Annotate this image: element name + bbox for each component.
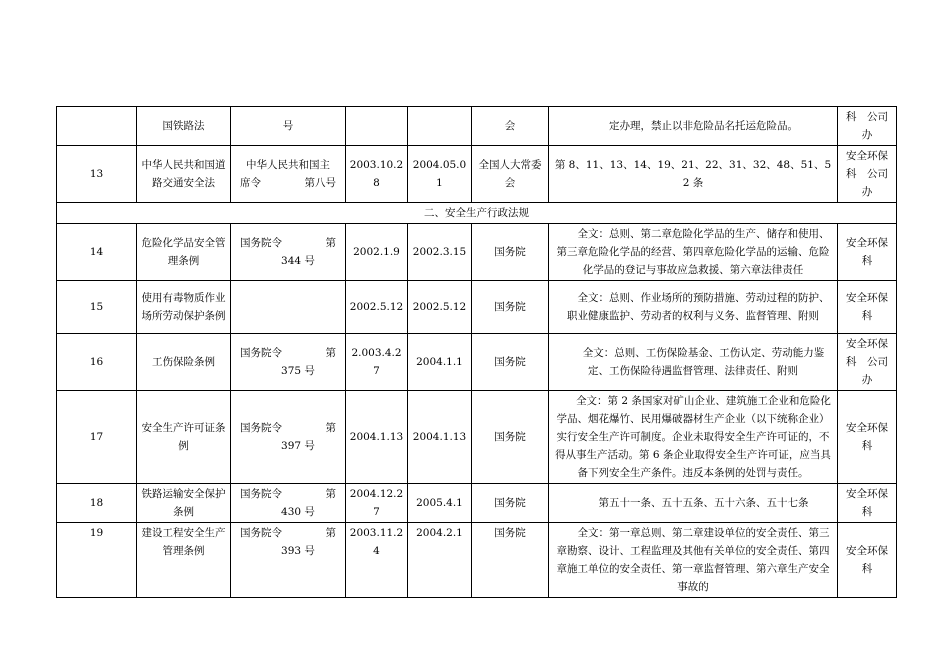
document-number [231, 224, 346, 281]
department-line: 办 [861, 129, 873, 141]
document-seq-prefix: 第 [325, 527, 336, 539]
responsible-department: 安全环保科 [838, 484, 897, 523]
applicable-content [549, 281, 838, 334]
regulation-name: 安全生产许可证条例 [137, 391, 231, 484]
issuing-authority: 国务院 [472, 523, 549, 598]
document-number-line: 375 号 [281, 365, 315, 377]
document-seq-prefix: 第 [325, 422, 336, 434]
responsible-department: 安全环保科 [838, 523, 897, 598]
issuing-authority: 会 [472, 107, 549, 146]
document-number-line: 397 号 [281, 440, 315, 452]
document-number-line [234, 344, 342, 362]
row-number: 18 [57, 484, 137, 523]
effective-date: 2002.5.12 [408, 281, 472, 334]
document-seq-prefix: 第 [325, 237, 336, 249]
responsible-department [838, 146, 897, 203]
row-number [57, 107, 137, 146]
row-number: 13 [57, 146, 137, 203]
table-row [57, 107, 897, 146]
document-number [231, 391, 346, 484]
effective-date [408, 107, 472, 146]
document-number-line: 344 号 [281, 255, 315, 267]
issue-date: 2002.1.9 [346, 224, 408, 281]
applicable-content [549, 391, 838, 484]
regulation-name: 国铁路法 [137, 107, 231, 146]
content-text: 第 8、11、13、14、19、21、22、31、32、48、51、52 条 [554, 159, 832, 189]
table-row [57, 391, 897, 484]
document-number-line [234, 485, 342, 503]
document-type: 席令 [240, 177, 261, 189]
issue-date: 2003.11.24 [346, 523, 408, 598]
effective-date: 2002.3.15 [408, 224, 472, 281]
applicable-content [549, 334, 838, 391]
row-number: 15 [57, 281, 137, 334]
responsible-department [838, 107, 897, 146]
department-line: 安全环保 [846, 338, 888, 350]
table-row [57, 281, 897, 334]
content-text: 全文：第一章总则、第二章建设单位的安全责任、第三章勘察、设计、工程监理及其他有关单位的安全责任、第四章施工单位的安全责任、第一章监督管理、第六章生产安全事故的 [556, 527, 830, 593]
issuing-authority: 国务院 [472, 334, 549, 391]
effective-date: 2005.4.1 [408, 484, 472, 523]
issue-date: 2003.10.28 [346, 146, 408, 203]
applicable-content [549, 224, 838, 281]
regulation-name: 中华人民共和国道路交通安全法 [137, 146, 231, 203]
row-number: 14 [57, 224, 137, 281]
issuing-authority: 国务院 [472, 281, 549, 334]
document-number [231, 523, 346, 598]
issue-date: 2004.1.13 [346, 391, 408, 484]
document-number-line: 430 号 [281, 506, 315, 518]
document-number [231, 334, 346, 391]
document-type: 国务院令 [240, 488, 282, 500]
document-number-line [234, 234, 342, 252]
row-number: 17 [57, 391, 137, 484]
regulations-table [56, 106, 897, 598]
department-line: 办 [861, 374, 873, 386]
regulation-name: 危险化学品安全管理条例 [137, 224, 231, 281]
content-text: 定办理，禁止以非危险品名托运危险品。 [609, 120, 798, 132]
issuing-authority: 全国人大常委会 [472, 146, 549, 203]
department-line: 科 公司 [846, 168, 888, 180]
applicable-content [549, 107, 838, 146]
row-number: 19 [57, 523, 137, 598]
effective-date: 2004.2.1 [408, 523, 472, 598]
regulation-name: 铁路运输安全保护条例 [137, 484, 231, 523]
applicable-content [549, 484, 838, 523]
document-number [231, 146, 346, 203]
section-header-row [57, 203, 897, 224]
document-number-line [234, 419, 342, 437]
applicable-content [549, 523, 838, 598]
document-seq-prefix: 第 [325, 347, 336, 359]
table-row [57, 334, 897, 391]
effective-date: 2004.1.13 [408, 391, 472, 484]
table-row [57, 484, 897, 523]
issuing-authority: 国务院 [472, 224, 549, 281]
issue-date: 2.003.4.27 [346, 334, 408, 391]
content-text: 全文：第 2 条国家对矿山企业、建筑施工企业和危险化学品、烟花爆竹、民用爆破器材生产企业（以下统称企业）实行安全生产许可制度。企业未取得安全生产许可证的，不得从事生产活动。第 6 条企业取得安全生产许可证，应当具备下列安全生产条件。违反本条例的处罚与责任。 [555, 395, 831, 479]
effective-date: 2004.1.1 [408, 334, 472, 391]
department-line: 安全环保 [846, 150, 888, 162]
applicable-content [549, 146, 838, 203]
document-seq: 第八号 [304, 177, 336, 189]
content-text: 全文：总则、作业场所的预防措施、劳动过程的防护、职业健康监护、劳动者的权利与义务、监督管理、附则 [567, 292, 830, 322]
document-type: 国务院令 [240, 237, 282, 249]
document-type: 国务院令 [240, 527, 282, 539]
issue-date: 2002.5.12 [346, 281, 408, 334]
responsible-department: 安全环保科 [838, 391, 897, 484]
document-number-line: 393 号 [281, 545, 315, 557]
section-title: 二、安全生产行政法规 [57, 203, 897, 224]
document-seq-prefix: 第 [325, 488, 336, 500]
regulation-name: 使用有毒物质作业场所劳动保护条例 [137, 281, 231, 334]
table-row [57, 146, 897, 203]
issue-date: 2004.12.27 [346, 484, 408, 523]
document-type: 国务院令 [240, 422, 282, 434]
issuing-authority: 国务院 [472, 484, 549, 523]
table-row [57, 224, 897, 281]
document-number-line: 中华人民共和国主 [246, 159, 330, 171]
document-number: 号 [231, 107, 346, 146]
regulation-name: 工伤保险条例 [137, 334, 231, 391]
row-number: 16 [57, 334, 137, 391]
issue-date [346, 107, 408, 146]
document-number [231, 484, 346, 523]
content-text: 全文：总则、工伤保险基金、工伤认定、劳动能力鉴定、工伤保险待遇监督管理、法律责任、附则 [582, 347, 825, 377]
document-type: 国务院令 [240, 347, 282, 359]
department-line: 科 公司 [846, 356, 888, 368]
department-line: 科 公司 [846, 111, 888, 123]
responsible-department: 安全环保科 [838, 224, 897, 281]
department-line: 办 [861, 186, 873, 198]
document-number-line [234, 524, 342, 542]
regulation-name: 建设工程安全生产管理条例 [137, 523, 231, 598]
responsible-department: 安全环保科 [838, 281, 897, 334]
document-number-line [234, 174, 342, 192]
content-text: 第五十一条、五十五条、五十六条、五十七条 [598, 497, 809, 509]
effective-date: 2004.05.01 [408, 146, 472, 203]
table-row [57, 523, 897, 598]
issuing-authority: 国务院 [472, 391, 549, 484]
document-number [231, 281, 346, 334]
content-text: 全文：总则、第二章危险化学品的生产、储存和使用、第三章危险化学品的经营、第四章危险化学品的运输、危险化学品的登记与事故应急救援、第六章法律责任 [556, 228, 830, 276]
responsible-department [838, 334, 897, 391]
